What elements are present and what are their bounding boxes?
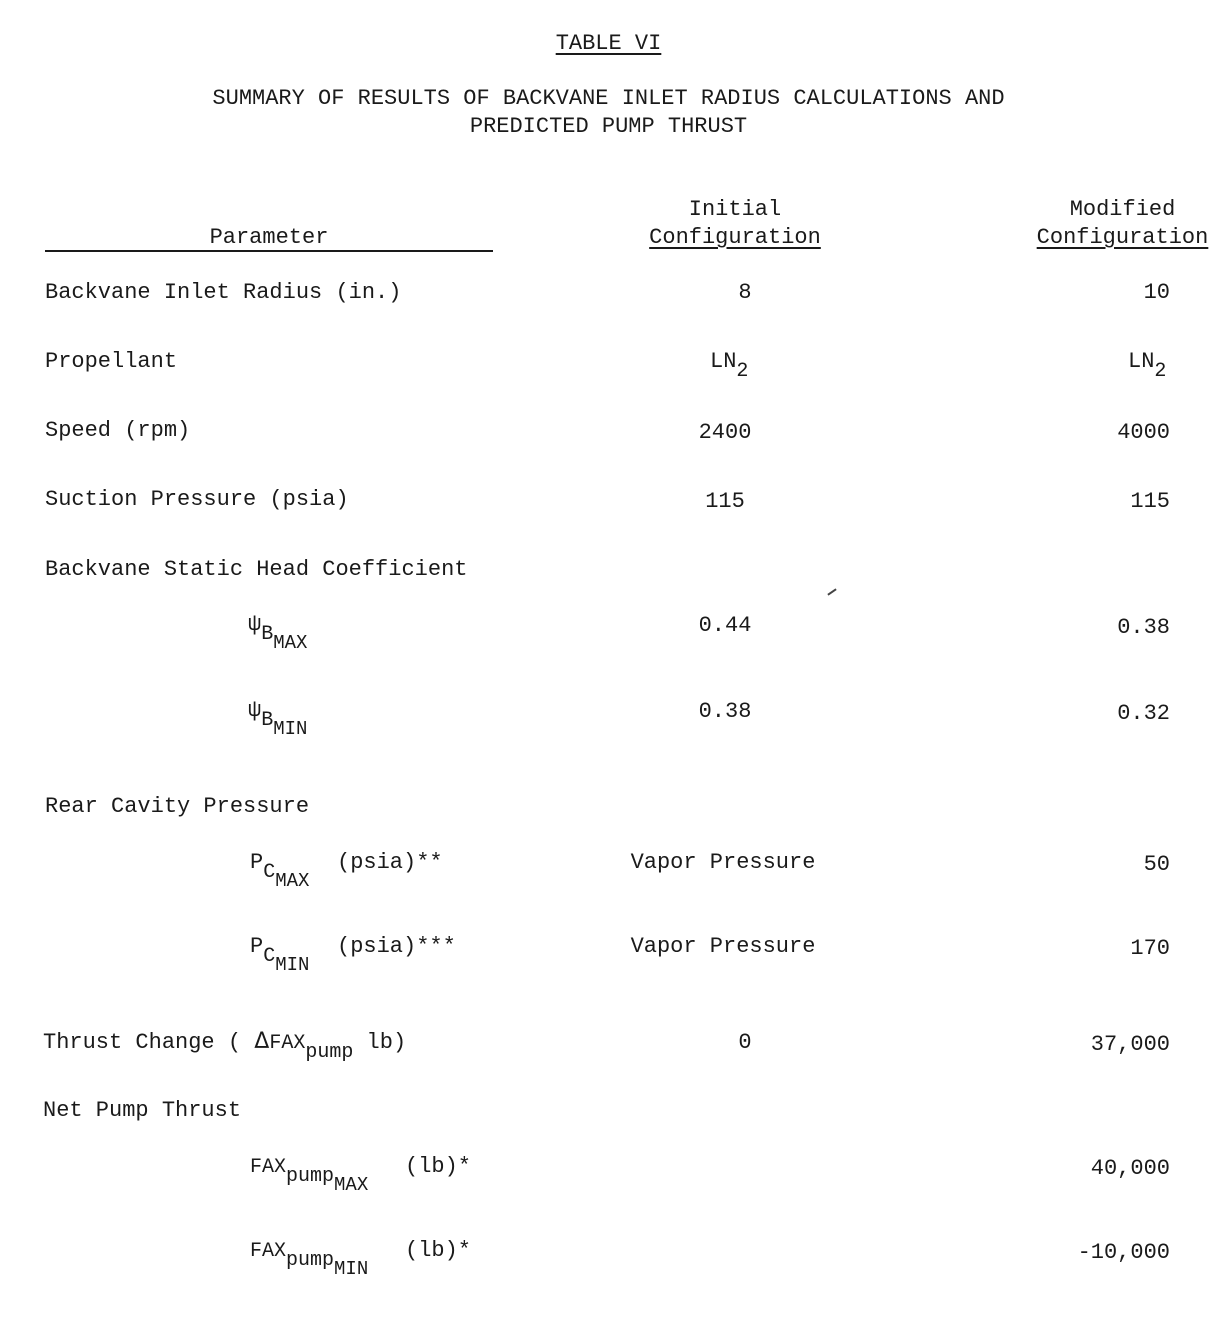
header-initial-line-2: Configuration (649, 225, 821, 250)
cell-thrust-change-modified: 37,000 (1090, 1032, 1170, 1057)
row-suffix-fax-max: (lb)* (405, 1154, 472, 1179)
cell-radius-initial: 8 (738, 280, 752, 305)
row-label-pc-min: $P_{C_{MIN}}$ (250, 934, 310, 976)
row-label-psi-max: $\psi_{B_{MAX}}$ (248, 612, 308, 654)
row-suffix-pc-max: (psia)** (337, 850, 443, 875)
cell-pc-min-modified: 170 (1130, 936, 1170, 961)
cell-pc-max-modified: 50 (1143, 852, 1170, 877)
cell-psi-max-initial: 0.44 (698, 613, 752, 638)
row-label-propellant: Propellant (45, 349, 178, 374)
cell-speed-modified: 4000 (1117, 420, 1170, 445)
cell-psi-min-modified: 0.32 (1117, 701, 1170, 726)
cell-fax-max-modified: 40,000 (1090, 1156, 1170, 1181)
table-title-line-2: PREDICTED PUMP THRUST (469, 114, 748, 139)
cell-propellant-initial: $LN_2$ (710, 349, 749, 383)
header-initial-line-1: Initial (688, 197, 782, 222)
cell-fax-min-modified: -10,000 (1077, 1240, 1170, 1265)
cell-psi-max-modified: 0.38 (1117, 615, 1170, 640)
row-label-suction: Suction Pressure (psia) (45, 487, 349, 512)
header-parameter: Parameter (209, 225, 329, 250)
row-label-rear-cavity: Rear Cavity Pressure (45, 794, 310, 819)
cell-speed-initial: 2400 (698, 420, 752, 445)
row-label-radius: Backvane Inlet Radius (in.) (45, 280, 402, 305)
row-label-fax-min: $FAX_{pump_{MIN}}$ (250, 1240, 369, 1280)
row-label-thrust-change: Thrust Change ( $\Delta FAX_{pump}$ lb) (43, 1029, 407, 1064)
cell-pc-min-initial: Vapor Pressure (630, 934, 816, 959)
row-suffix-fax-min: (lb)* (405, 1238, 472, 1263)
cell-thrust-change-initial: 0 (738, 1030, 752, 1055)
table-label: TABLE VI (555, 31, 662, 56)
pen-mark (827, 588, 836, 595)
table-title-line-1: SUMMARY OF RESULTS OF BACKVANE INLET RADIUS CALCULATIONS AND (212, 86, 1005, 111)
cell-radius-modified: 10 (1143, 280, 1170, 305)
cell-pc-max-initial: Vapor Pressure (630, 850, 816, 875)
row-label-psi-min: $\psi_{B_{MIN}}$ (248, 698, 308, 740)
cell-suction-modified: 115 (1130, 489, 1170, 514)
cell-propellant-modified: $LN_2$ (1128, 349, 1167, 383)
cell-psi-min-initial: 0.38 (698, 699, 752, 724)
row-label-pc-max: $P_{C_{MAX}}$ (250, 850, 310, 892)
header-modified-line-1: Modified (1069, 197, 1176, 222)
header-parameter-rule (45, 250, 493, 252)
header-modified-line-2: Configuration (1036, 225, 1209, 250)
row-label-static-head: Backvane Static Head Coefficient (45, 557, 468, 582)
row-suffix-pc-min: (psia)*** (337, 934, 456, 959)
cell-suction-initial: 115 (705, 489, 745, 514)
row-label-speed: Speed (rpm) (45, 418, 191, 443)
row-label-fax-max: $FAX_{pump_{MAX}}$ (250, 1156, 369, 1196)
row-label-net-thrust: Net Pump Thrust (43, 1098, 242, 1123)
